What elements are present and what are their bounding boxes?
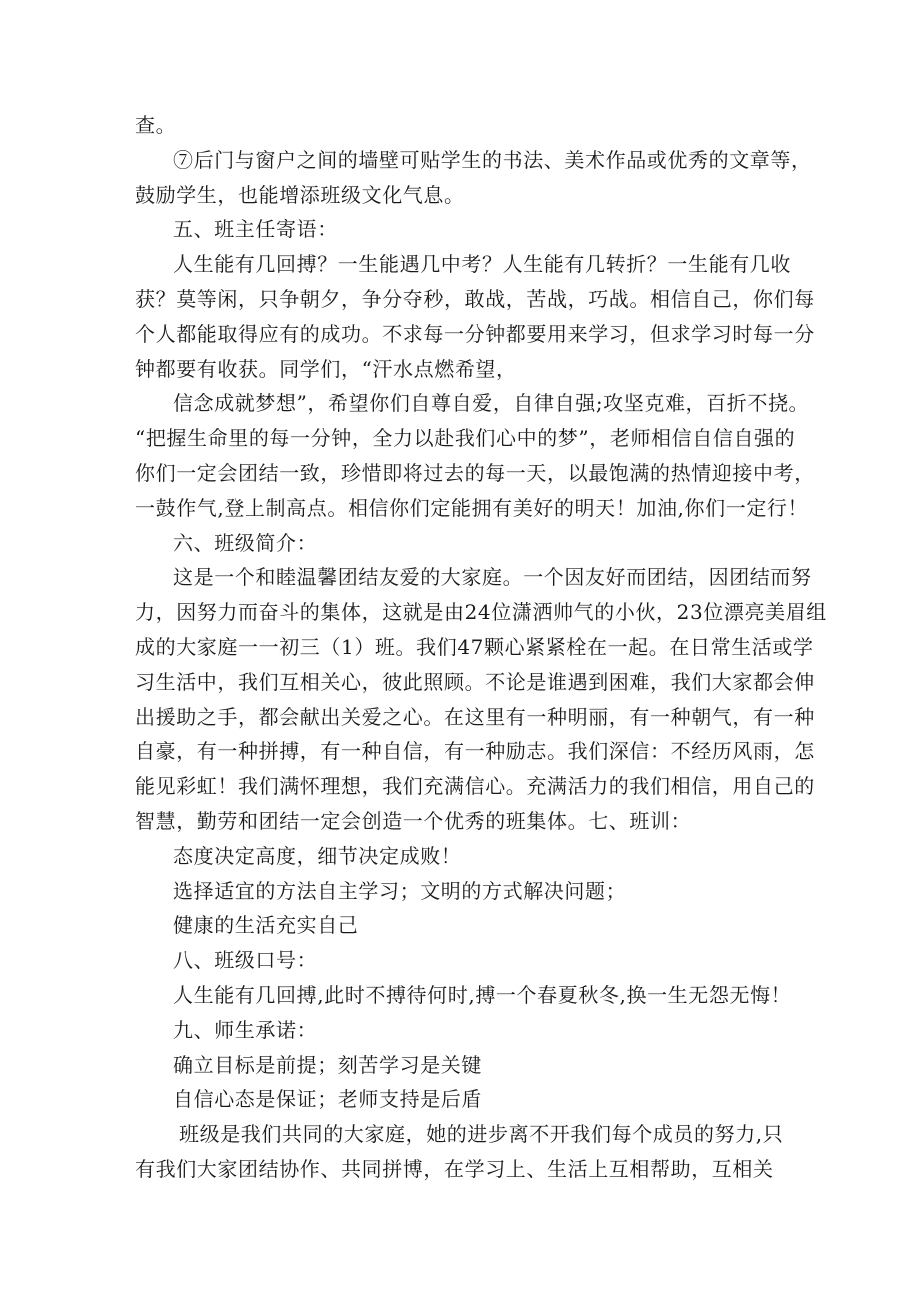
text-line: 人生能有几回搏,此时不搏待何时,搏一个春夏秋冬,换一生无怨无悔！ xyxy=(173,982,792,1007)
text-line: 出援助之手，都会献出关爱之心。在这里有一种明丽，有一种朝气，有一种 xyxy=(135,704,815,729)
text-line: 个人都能取得应有的成功。不求每一分钟都要用来学习，但求学习时每一分 xyxy=(135,321,815,346)
text-line: 你们一定会团结一致，珍惜即将过去的每一天，以最饱满的热情迎接中考， xyxy=(135,460,815,485)
text-line: 人生能有几回搏？一生能遇几中考？人生能有几转折？一生能有几收 xyxy=(173,252,791,277)
section-heading: 八、班级口号： xyxy=(173,948,318,973)
document-page xyxy=(135,108,827,1187)
text-line: 获？莫等闲，只争朝夕，争分夺秒，敢战，苦战，巧战。相信自己，你们每 xyxy=(135,286,815,311)
text-line: 智慧，勤劳和团结一定会创造一个优秀的班集体。七、班训： xyxy=(135,808,692,833)
section-heading: 六、班级简介： xyxy=(173,530,318,555)
text-line: “把握生命里的每一分钟，全力以赴我们心中的梦”，老师相信自信自强的 xyxy=(135,426,796,451)
text-line: 习生活中，我们互相关心，彼此照顾。不论是谁遇到困难，我们大家都会伸 xyxy=(135,669,815,694)
text-line: 信念成就梦想”，希望你们自尊自爱，自律自强;攻坚克难，百折不挠。 xyxy=(173,391,810,416)
text-line: 有我们大家团结协作、共同拼博，在学习上、生活上互相帮助，互相关 xyxy=(135,1156,774,1181)
text-line: 自信心态是保证；老师支持是后盾 xyxy=(173,1087,482,1112)
section-heading: 九、师生承诺： xyxy=(173,1017,318,1042)
text-line: 查。 xyxy=(135,113,177,137)
text-line: 鼓励学生，也能增添班级文化气息。 xyxy=(135,182,465,207)
text-line: 一鼓作气,登上制高点。相信你们定能拥有美好的明天！加油,你们一定行！ xyxy=(135,495,809,520)
text-line: 健康的生活充实自己 xyxy=(173,913,359,938)
text-line: 态度决定高度，细节决定成败！ xyxy=(173,843,462,868)
text-line: 钟都要有收获。同学们，“汗水点燃希望， xyxy=(135,356,517,381)
text-line: 力，因努力而奋斗的集体，这就是由24位潇洒帅气的小伙，23位漂亮美眉组 xyxy=(135,600,827,625)
text-line: ⑦后门与窗户之间的墙壁可贴学生的书法、美术作品或优秀的文章等， xyxy=(173,147,812,172)
text-line: 这是一个和睦温馨团结友爱的大家庭。一个因友好而团结，因团结而努 xyxy=(173,565,812,590)
text-line: 确立目标是前提；刻苦学习是关键 xyxy=(173,1052,482,1077)
text-line: 班级是我们共同的大家庭，她的进步离不开我们每个成员的努力,只 xyxy=(179,1122,784,1147)
text-line: 选择适宜的方法自主学习；文明的方式解决问题； xyxy=(173,878,627,903)
text-line: 能见彩虹！我们满怀理想，我们充满信心。充满活力的我们相信，用自己的 xyxy=(135,774,815,799)
text-line: 成的大家庭一一初三（1）班。我们47颗心紧紧栓在一起。在日常生活或学 xyxy=(135,634,814,659)
text-line: 自豪，有一种拼搏，有一种自信，有一种励志。我们深信：不经历风雨，怎 xyxy=(135,739,815,764)
section-heading: 五、班主任寄语： xyxy=(173,217,338,242)
